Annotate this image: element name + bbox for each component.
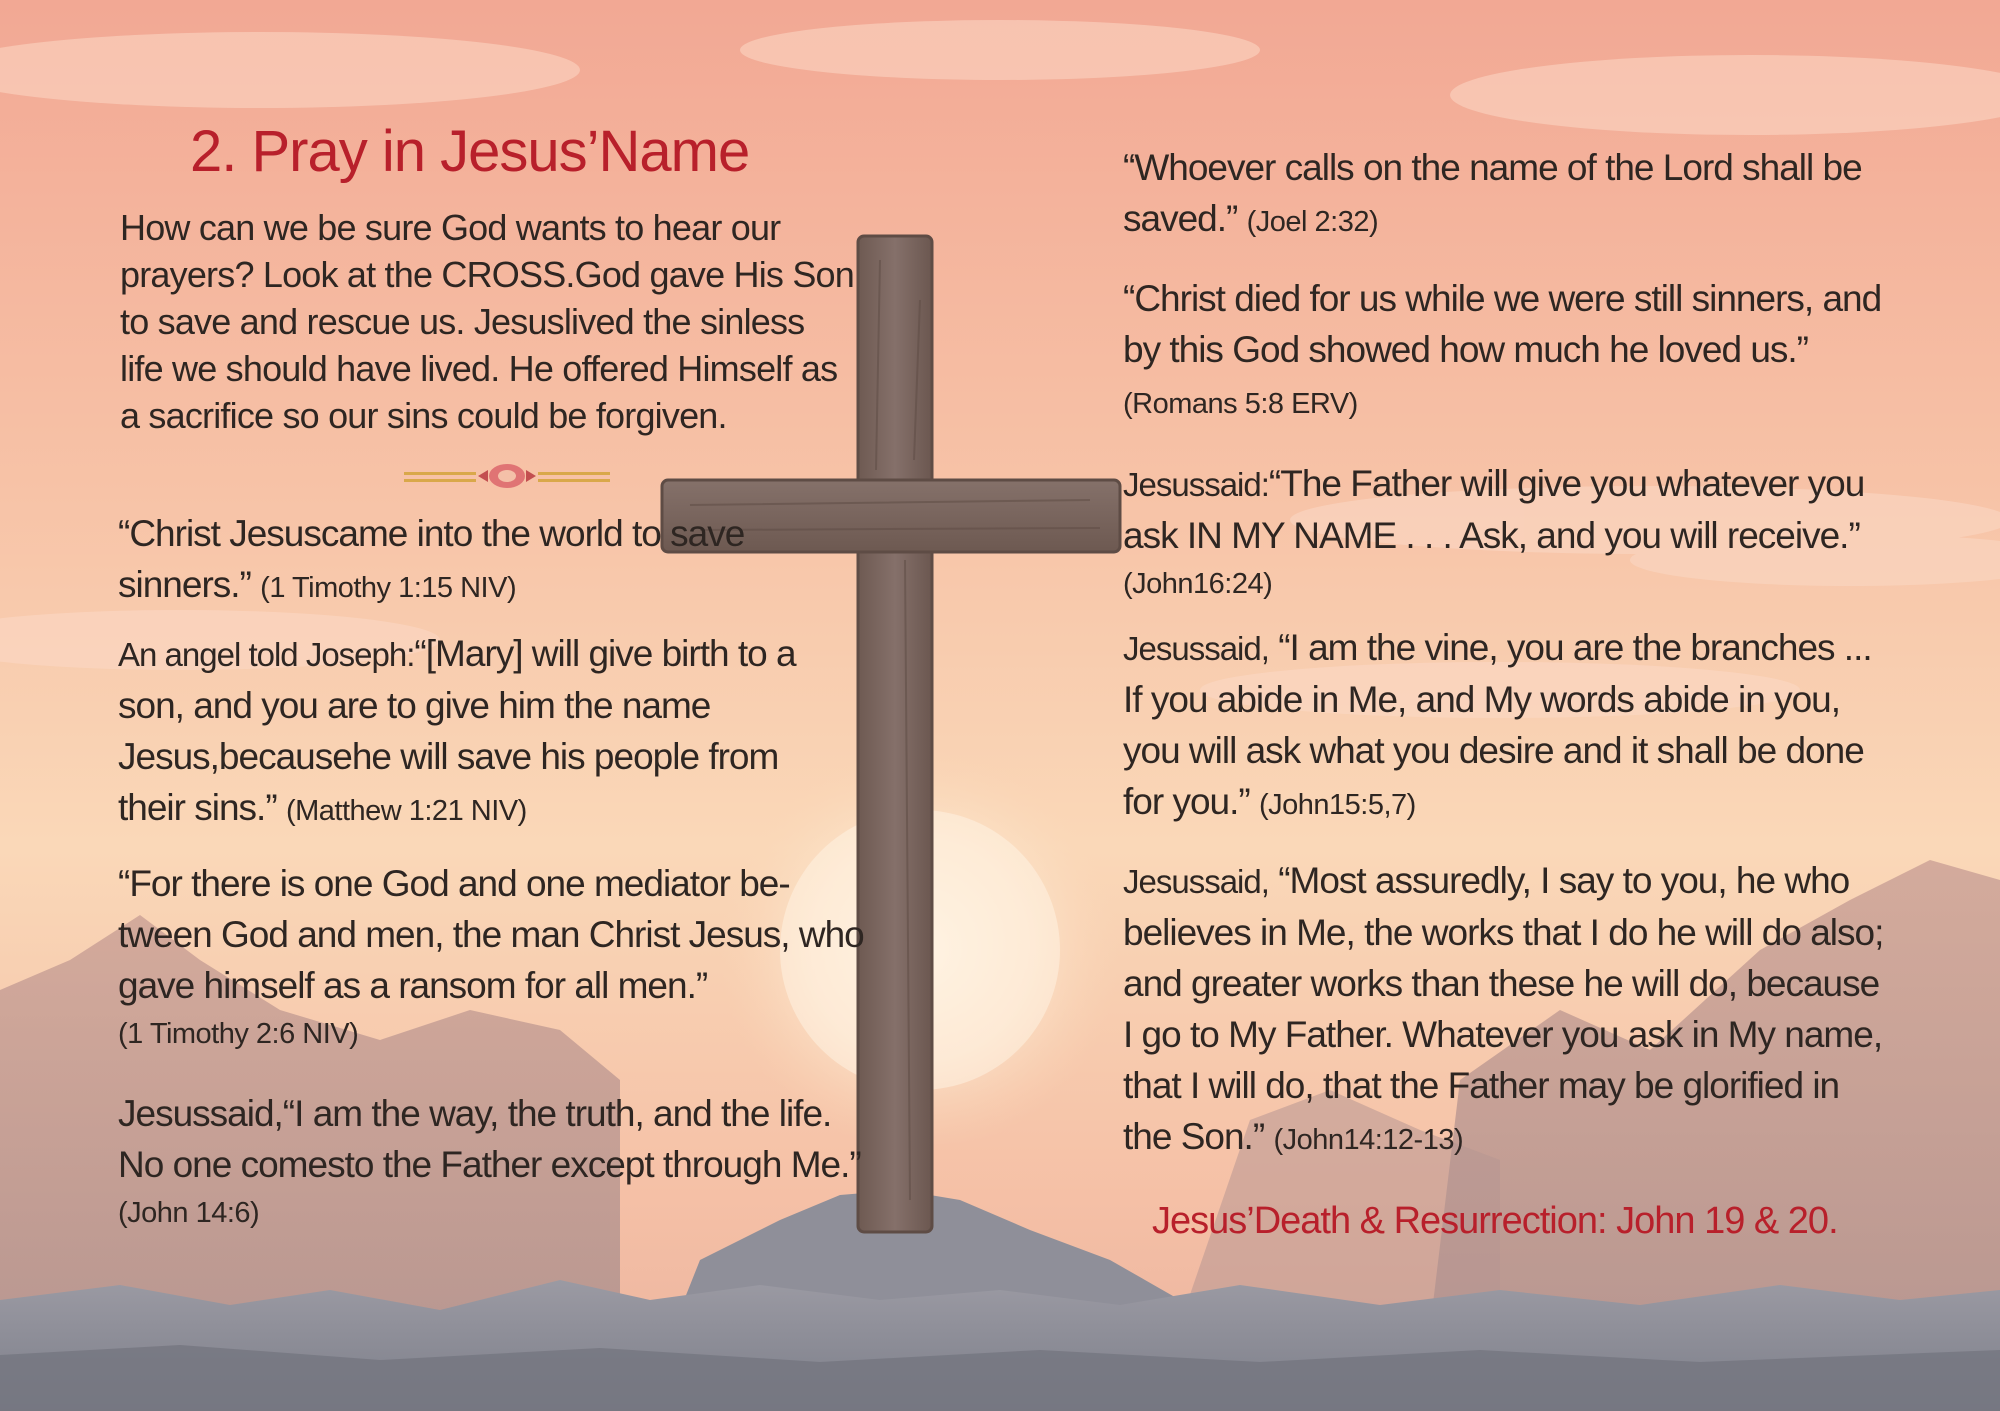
footer-reading-note: Jesus’Death & Resurrection: John 19 & 20.: [1152, 1200, 1838, 1242]
verse-text: “Whoever calls on the name of the Lord shall be saved.”: [1123, 147, 1862, 239]
verse-text: “I am the vine, you are the branches ... If you abide in Me, and My words abide in you, you will ask what you desire and it shall be done for you.”: [1123, 627, 1872, 822]
verse-text: “Most assuredly, I say to you, he who believes in Me, the works that I do he will do also; and greater works than these he will do, because I go to My Father. Whatever you ask in My name, that I will do, that the Father may be glorified in the Son.”: [1123, 860, 1884, 1157]
page-title: 2. Pray in Jesus’Name: [190, 119, 750, 184]
verse-1-timothy-2-6: [118, 858, 868, 1057]
verse-text: “Christ died for us while we were still sinners, and by this God showed how much he loved us.”: [1123, 278, 1882, 370]
verse-reference: (John 14:6): [118, 1197, 260, 1229]
verse-john-14-6: [118, 1088, 878, 1236]
verse-lead: Jesussaid,: [1123, 863, 1269, 900]
verse-john-14-12-13: [1123, 855, 1893, 1166]
verse-reference: (John14:12-13): [1273, 1124, 1464, 1156]
verse-text: “Christ Jesuscame into the world to save sinners.”: [118, 513, 745, 605]
verse-reference: (Matthew 1:21 NIV): [285, 795, 527, 827]
verse-lead: Jesussaid:: [1123, 466, 1269, 503]
verse-joel-2-32: [1123, 142, 1893, 248]
verse-reference: (John15:5,7): [1259, 789, 1416, 821]
verse-text: Jesussaid,“I am the way, the truth, and the life. No one comesto the Father except through Me.”: [118, 1093, 861, 1185]
verse-john-16-24: [1123, 458, 1893, 607]
verse-text: “[Mary] will give birth to a son, and you are to give him the name Jesus,becausehe will save his people from their sins.”: [118, 633, 796, 828]
verse-matthew-1-21: [118, 628, 850, 837]
verse-reference: (1 Timothy 1:15 NIV): [260, 572, 517, 604]
intro-paragraph: How can we be sure God wants to hear our prayers? Look at the CROSS.God gave His Son to save and rescue us. Jesuslived the sinless life we should have lived. He offered Himself as a sacrifice so our sins could be forgiven.: [120, 207, 854, 436]
verse-lead: Jesussaid,: [1123, 630, 1269, 667]
verse-lead: An angel told Joseph:: [118, 636, 415, 673]
verse-john-15-5-7: [1123, 622, 1893, 831]
verse-reference: (Romans 5:8 ERV): [1123, 388, 1358, 420]
verse-reference: (Joel 2:32): [1246, 206, 1379, 238]
verse-text: “For there is one God and one mediator be-tween God and men, the man Christ Jesus, who gave himself as a ransom for all men.”: [118, 863, 864, 1006]
ornament-divider-icon: [402, 460, 612, 492]
verse-romans-5-8: [1123, 273, 1893, 430]
verse-reference: (1 Timothy 2:6 NIV): [118, 1018, 359, 1050]
verse-1-timothy-1-15: [118, 508, 818, 614]
verse-reference: (John16:24): [1123, 568, 1273, 600]
verse-text: “The Father will give you whatever you ask IN MY NAME . . . Ask, and you will receive.”: [1123, 463, 1865, 556]
